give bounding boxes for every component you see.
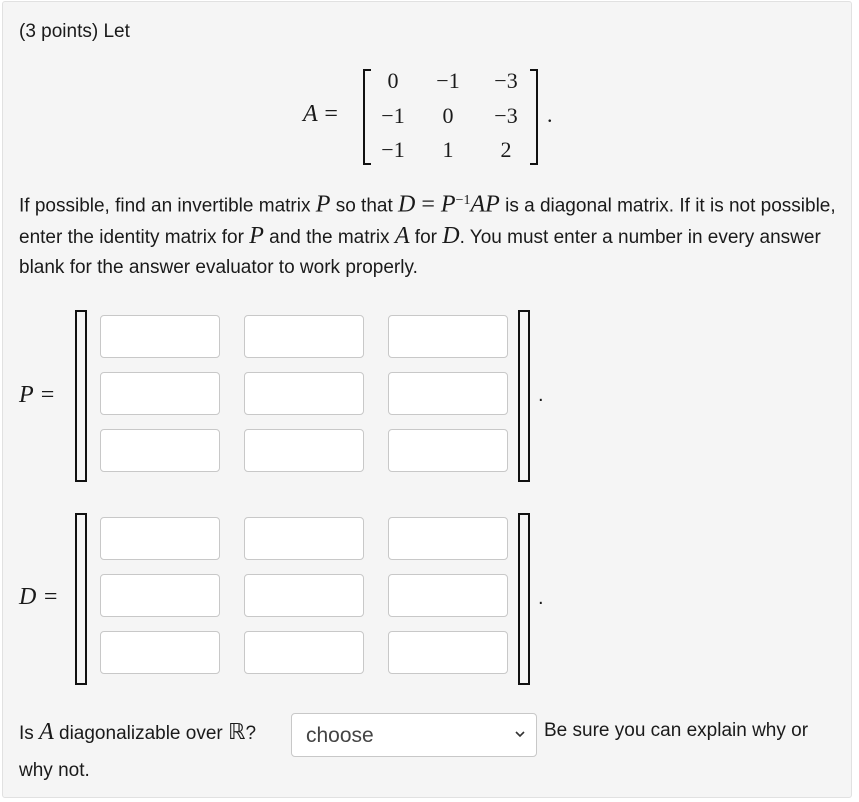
matrix-d-left-bracket [75,513,87,685]
p-input-r1c2[interactable] [244,315,364,358]
matrix-d-label: D = [19,584,59,610]
matrix-a-right-bracket [530,69,538,165]
problem-header: (3 points) Let [19,21,130,42]
explain-note: Be sure you can explain why or [544,720,809,741]
matrix-a-cell: 0 [387,68,399,93]
d-input-r1c3[interactable] [388,517,508,560]
d-input-r3c3[interactable] [388,631,508,674]
matrix-a-cell: −1 [381,137,405,162]
d-input-r3c1[interactable] [100,631,220,674]
d-input-r2c3[interactable] [388,574,508,617]
instructions-paragraph: If possible, find an invertible matrix P so that $D = P^{-1}AP$ is a diagonal matrix. If it is not possible, enter the identity matrix for P and the matrix A for D. You must enter a number in every answer blank for the answer evaluator to work properly. [19,191,836,279]
matrix-p-period: . [538,384,544,406]
problem-panel [2,1,852,798]
d-input-r1c1[interactable] [100,517,220,560]
matrix-a-left-bracket [363,69,371,165]
explain-note-continued: why not. [19,760,90,781]
p-input-r1c3[interactable] [388,315,508,358]
matrix-a-cell: −3 [494,103,518,128]
matrix-a-cell: −3 [494,68,518,93]
select-value: choose [306,724,374,747]
matrix-p-left-bracket [75,310,87,482]
matrix-a-cell: 2 [500,137,512,162]
matrix-a-cell: −1 [381,103,405,128]
d-input-r3c2[interactable] [244,631,364,674]
matrix-d-right-bracket [518,513,530,685]
diagonalizable-select[interactable] [291,713,537,757]
p-input-r2c1[interactable] [100,372,220,415]
p-input-r2c2[interactable] [244,372,364,415]
d-input-r2c1[interactable] [100,574,220,617]
matrix-a-period: . [547,102,553,127]
matrix-p-label: P = [19,382,56,408]
d-input-r1c2[interactable] [244,517,364,560]
matrix-a-cell: 0 [442,103,454,128]
p-input-r1c1[interactable] [100,315,220,358]
matrix-a-cell: −1 [436,68,460,93]
d-input-r2c2[interactable] [244,574,364,617]
matrix-a-label: A = [303,101,338,127]
p-input-r3c2[interactable] [244,429,364,472]
p-input-r3c1[interactable] [100,429,220,472]
diagonalizable-question: Is A diagonalizable over ℝ? [19,719,257,745]
p-input-r2c3[interactable] [388,372,508,415]
matrix-p-right-bracket [518,310,530,482]
p-input-r3c3[interactable] [388,429,508,472]
matrix-a-cell: 1 [442,137,454,162]
matrix-d-period: . [538,587,544,609]
chevron-down-icon [514,728,526,740]
